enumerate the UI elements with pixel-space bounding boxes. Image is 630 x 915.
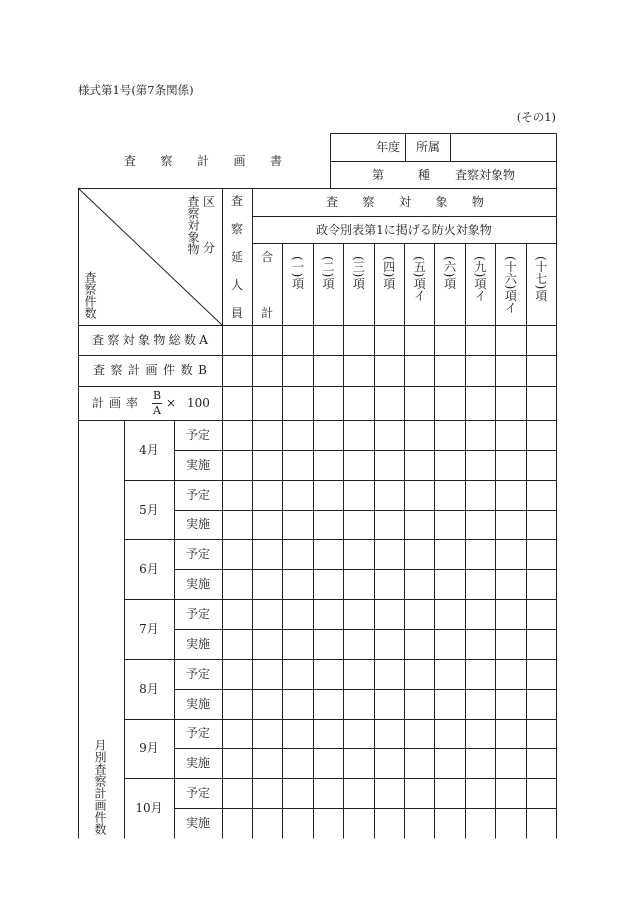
column-header: (三)項 xyxy=(351,256,366,290)
column-header: (一)項 xyxy=(290,256,305,290)
actual-row-label: 実施 xyxy=(185,517,210,532)
glyph: 率 xyxy=(125,396,138,410)
planned-row-label: 予定 xyxy=(185,726,210,741)
plan-rate-row-label xyxy=(92,396,138,410)
glyph: 察 xyxy=(230,222,243,236)
target-group-header xyxy=(326,195,484,209)
glyph: 書 xyxy=(269,154,282,168)
glyph: 察 xyxy=(362,195,375,209)
column-header: (五)項イ xyxy=(412,256,427,302)
glyph: 対 xyxy=(398,195,411,209)
glyph: 画 xyxy=(108,396,121,410)
glyph: 計 xyxy=(196,154,209,168)
glyph: 物 xyxy=(153,333,166,347)
glyph: 計 xyxy=(128,363,141,377)
glyph: 計 xyxy=(261,306,274,320)
actual-row-label: 実施 xyxy=(185,696,210,711)
class-label-suffix: 種 xyxy=(418,168,431,182)
plan-rate-numerator: B xyxy=(152,389,162,402)
affiliation-label: 所属 xyxy=(416,140,441,154)
planned-row-label: 予定 xyxy=(185,666,210,681)
glyph: 総 xyxy=(168,333,181,347)
column-header-total xyxy=(260,250,274,320)
glyph: 察 xyxy=(160,154,173,168)
glyph: 数 xyxy=(183,333,196,347)
ordinance-table-header: 政令別表第1に掲げる防火対象物 xyxy=(316,222,492,237)
glyph: 人 xyxy=(230,278,243,292)
glyph: 象 xyxy=(435,195,448,209)
target-type-label: 査察対象物 xyxy=(455,168,516,182)
total-targets-row-label xyxy=(92,333,208,347)
month-label: 10月 xyxy=(135,801,163,816)
fiscal-year-label: 年度 xyxy=(376,140,401,154)
corner-diagonal xyxy=(78,188,222,325)
column-header: (十六)項イ xyxy=(503,256,518,314)
plan-rate-factor: 100 xyxy=(187,396,210,410)
glyph: 員 xyxy=(230,306,243,320)
month-label: 8月 xyxy=(139,681,159,696)
glyph: 査 xyxy=(124,154,137,168)
glyph: 物 xyxy=(471,195,484,209)
planned-count-row-label xyxy=(93,363,207,377)
actual-row-label: 実施 xyxy=(185,816,210,831)
monthly-count-label: 月別査察計画件数 xyxy=(93,739,107,835)
glyph: 査 xyxy=(326,195,339,209)
plan-rate-denominator: A xyxy=(153,404,161,417)
planned-row-label: 予定 xyxy=(185,607,210,622)
column-header: (九)項イ xyxy=(473,256,487,302)
column-header: (四)項 xyxy=(381,256,396,290)
actual-row-label: 実施 xyxy=(185,756,210,771)
glyph: 数 xyxy=(180,363,193,377)
glyph: 察 xyxy=(107,333,120,347)
glyph: 査 xyxy=(92,333,105,347)
column-header: (二)項 xyxy=(321,256,335,290)
planned-row-label: 予定 xyxy=(185,786,210,801)
glyph: 延 xyxy=(230,250,243,264)
sheet-label: (その1) xyxy=(516,110,556,124)
glyph: A xyxy=(199,333,208,347)
planned-row-label: 予定 xyxy=(185,487,210,502)
actual-row-label: 実施 xyxy=(185,457,210,472)
column-header: (六)項 xyxy=(442,256,457,290)
glyph: 対 xyxy=(122,333,135,347)
month-label: 4月 xyxy=(139,442,159,457)
document-title xyxy=(124,154,282,168)
glyph: 区 xyxy=(202,195,215,209)
form-number: 様式第1号(第7条関係) xyxy=(78,83,194,97)
glyph: 査 xyxy=(93,363,106,377)
class-label-prefix: 第 xyxy=(372,168,385,182)
glyph: 査 xyxy=(230,194,243,208)
column-header: (十七)項 xyxy=(533,256,548,302)
person-days-header xyxy=(230,194,244,320)
actual-row-label: 実施 xyxy=(185,577,210,592)
glyph: B xyxy=(198,363,207,377)
glyph: 分 xyxy=(202,241,215,255)
month-label: 5月 xyxy=(139,502,159,517)
glyph: 画 xyxy=(233,154,246,168)
glyph: 画 xyxy=(145,363,158,377)
corner-target-label: 査察対象物 xyxy=(186,195,200,255)
glyph: 察 xyxy=(110,363,123,377)
month-label: 7月 xyxy=(139,621,159,636)
corner-count-label: 査察件数 xyxy=(83,271,97,319)
actual-row-label: 実施 xyxy=(185,636,210,651)
plan-rate-times: × xyxy=(165,396,177,410)
planned-row-label: 予定 xyxy=(185,547,210,562)
corner-category-label xyxy=(202,195,216,255)
glyph: 件 xyxy=(163,363,176,377)
planned-row-label: 予定 xyxy=(185,427,210,442)
glyph: 計 xyxy=(92,396,105,410)
glyph: 合 xyxy=(261,250,274,264)
glyph: 象 xyxy=(137,333,150,347)
month-label: 9月 xyxy=(139,741,159,756)
month-label: 6月 xyxy=(139,562,159,577)
